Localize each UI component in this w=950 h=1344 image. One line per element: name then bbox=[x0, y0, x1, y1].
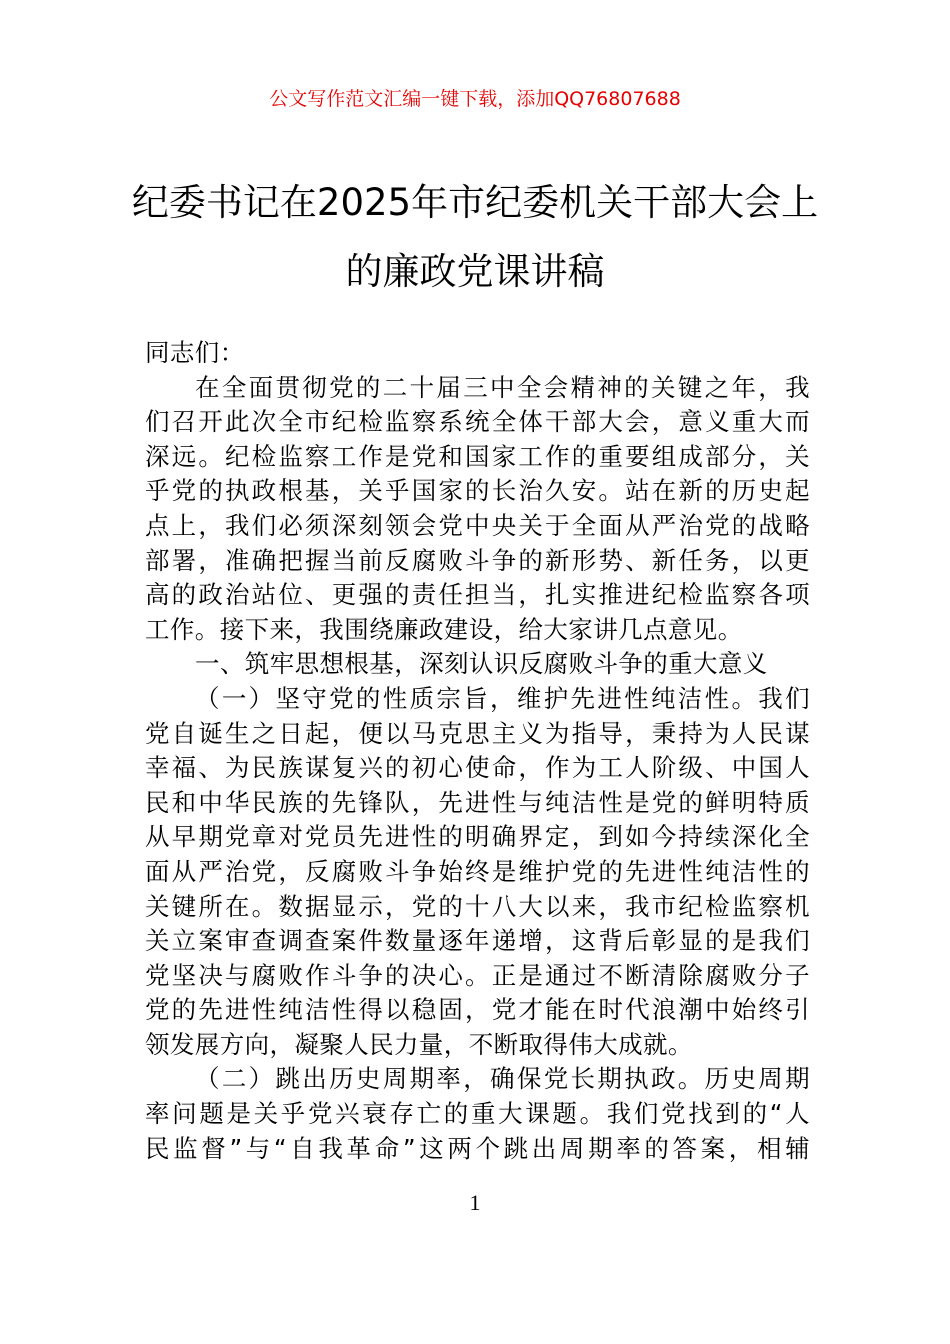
text-line: 党坚决与腐败作斗争的决心。正是通过不断清除腐败分子 bbox=[145, 960, 810, 990]
page-number: 1 bbox=[469, 1190, 481, 1215]
text-line: 同志们： bbox=[145, 338, 245, 367]
document-title-line-2: 的廉政党课讲稿 bbox=[345, 250, 605, 293]
text-line: 党自诞生之日起，便以马克思主义为指导，秉持为人民谋 bbox=[145, 718, 810, 748]
text-line: 点上，我们必须深刻领会党中央关于全面从严治党的战略 bbox=[145, 510, 810, 540]
text-line: 乎党的执政根基，关乎国家的长治久安。站在新的历史起 bbox=[145, 476, 810, 506]
text-line: 党的先进性纯洁性得以稳固，党才能在时代浪潮中始终引 bbox=[145, 995, 810, 1025]
text-line: 面从严治党，反腐败斗争始终是维护党的先进性纯洁性的 bbox=[145, 856, 810, 886]
text-line: 领发展方向，凝聚人民力量，不断取得伟大成就。 bbox=[145, 1029, 693, 1059]
document-title-line-1: 纪委书记在2025年市纪委机关干部大会上 bbox=[131, 181, 819, 224]
text-line: 部署，准确把握当前反腐败斗争的新形势、新任务，以更 bbox=[145, 545, 810, 575]
text-line: 工作。接下来，我围绕廉政建设，给大家讲几点意见。 bbox=[145, 614, 743, 644]
text-line: 关立案审查调查案件数量逐年递增，这背后彰显的是我们 bbox=[145, 926, 810, 956]
text-line: 一、筑牢思想根基，深刻认识反腐败斗争的重大意义 bbox=[195, 649, 768, 679]
text-line: 幸福、为民族谋复兴的初心使命，作为工人阶级、中国人 bbox=[145, 753, 810, 783]
text-line: 们召开此次全市纪检监察系统全体干部大会，意义重大而 bbox=[145, 407, 810, 437]
text-line: 在全面贯彻党的二十届三中全会精神的关键之年，我 bbox=[195, 372, 810, 402]
watermark-header: 公文写作范文汇编一键下载，添加QQ76807688 bbox=[269, 88, 681, 110]
text-line: 率问题是关乎党兴衰存亡的重大课题。我们党找到的“人 bbox=[145, 1099, 810, 1129]
text-line: 关键所在。数据显示，党的十八大以来，我市纪检监察机 bbox=[145, 891, 810, 921]
text-line: （二）跳出历史周期率，确保党长期执政。历史周期 bbox=[195, 1064, 810, 1094]
text-line: （一）坚守党的性质宗旨，维护先进性纯洁性。我们 bbox=[195, 683, 810, 713]
text-line: 民监督”与“自我革命”这两个跳出周期率的答案，相辅 bbox=[145, 1133, 810, 1163]
document-body bbox=[145, 336, 810, 1166]
text-line: 从早期党章对党员先进性的明确界定，到如今持续深化全 bbox=[145, 822, 810, 852]
text-line: 高的政治站位、更强的责任担当，扎实推进纪检监察各项 bbox=[145, 580, 810, 610]
text-line: 深远。纪检监察工作是党和国家工作的重要组成部分，关 bbox=[145, 441, 810, 471]
text-line: 民和中华民族的先锋队，先进性与纯洁性是党的鲜明特质 bbox=[145, 787, 810, 817]
